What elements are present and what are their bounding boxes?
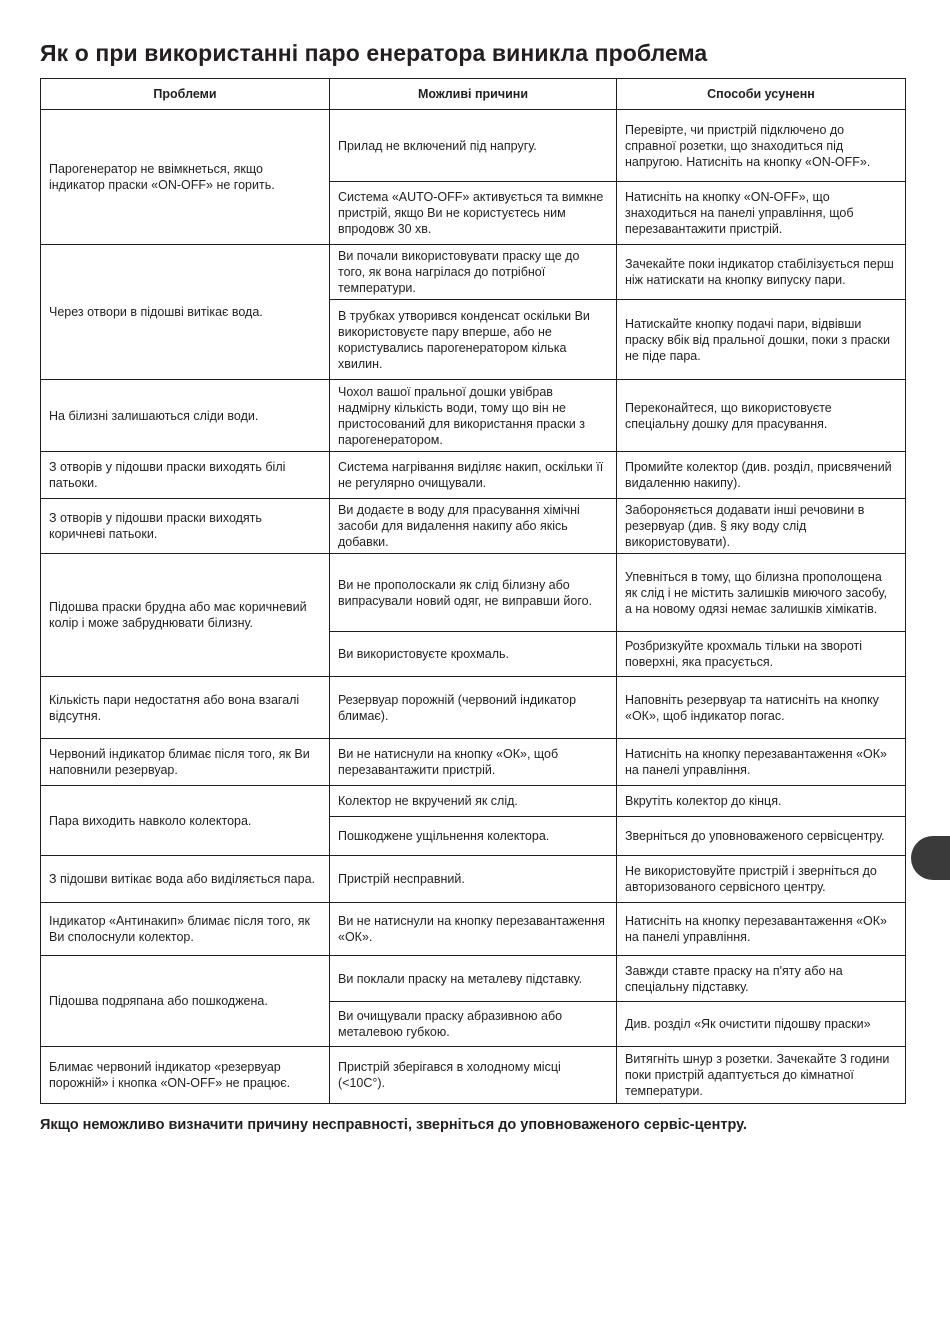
page-title: Як о при використанні паро енератора виникла проблема bbox=[40, 40, 708, 66]
table-row bbox=[41, 956, 906, 1002]
problem-cell: Блимає червоний індикатор «резервуар порожній» і кнопка «ON-OFF» не працює. bbox=[41, 1047, 330, 1104]
problem-cell: Підошва праски брудна або має коричневий колір і може забруднювати білизну. bbox=[41, 554, 330, 677]
cause-cell: Ви додаєте в воду для прасування хімічні засоби для видалення накипу або якісь добавки. bbox=[330, 499, 617, 554]
solution-cell: Витягніть шнур з розетки. Зачекайте 3 години поки пристрій адаптується до кімнатної температури. bbox=[617, 1047, 906, 1104]
table-row bbox=[41, 554, 906, 632]
solution-cell: Натисніть на кнопку перезавантаження «ОК» на панелі управління. bbox=[617, 903, 906, 956]
table-header-row bbox=[41, 79, 906, 110]
solution-cell: Перевірте, чи пристрій підключено до справної розетки, що знаходиться під напругою. Натисніть на кнопку «ON-OFF». bbox=[617, 110, 906, 182]
cause-cell: Резервуар порожній (червоний індикатор блимає). bbox=[330, 677, 617, 739]
table-row bbox=[41, 499, 906, 554]
header-solutions: Способи усуненн bbox=[617, 79, 906, 110]
cause-cell: Ви не натиснули на кнопку «ОК», щоб перезавантажити пристрій. bbox=[330, 739, 617, 786]
solution-cell: Натисніть на кнопку «ON-OFF», що знаходиться на панелі управління, щоб перезавантажити пристрій. bbox=[617, 182, 906, 245]
solution-cell: Розбризкуйте крохмаль тільки на звороті поверхні, яка прасується. bbox=[617, 632, 906, 677]
table-row bbox=[41, 739, 906, 786]
table-row bbox=[41, 110, 906, 182]
solution-cell: Промийте колектор (див. розділ, присвячений видаленню накипу). bbox=[617, 452, 906, 499]
solution-cell: Вкрутіть колектор до кінця. bbox=[617, 786, 906, 817]
table-row bbox=[41, 903, 906, 956]
solution-cell: Зверніться до уповноваженого сервісцентру. bbox=[617, 817, 906, 856]
troubleshooting-table bbox=[40, 78, 906, 1104]
solution-cell: Натисніть на кнопку перезавантаження «ОК» на панелі управління. bbox=[617, 739, 906, 786]
solution-cell: Переконайтеся, що використовуєте спеціальну дошку для прасування. bbox=[617, 380, 906, 452]
table-row bbox=[41, 677, 906, 739]
cause-cell: Пошкоджене ущільнення колектора. bbox=[330, 817, 617, 856]
problem-cell: Пара виходить навколо колектора. bbox=[41, 786, 330, 856]
solution-cell: Не використовуйте пристрій і зверніться до авторизованого сервісного центру. bbox=[617, 856, 906, 903]
table-row bbox=[41, 1047, 906, 1104]
solution-cell: Натискайте кнопку подачі пари, відвівши праску вбік від пральної дошки, поки з праски не піде пара. bbox=[617, 300, 906, 380]
cause-cell: Пристрій зберігався в холодному місці (<10С°). bbox=[330, 1047, 617, 1104]
table-row bbox=[41, 452, 906, 499]
problem-cell: Кількість пари недостатня або вона взагалі відсутня. bbox=[41, 677, 330, 739]
cause-cell: Колектор не вкручений як слід. bbox=[330, 786, 617, 817]
problem-cell: З підошви витікає вода або виділяється пара. bbox=[41, 856, 330, 903]
cause-cell: В трубках утворився конденсат оскільки Ви використовуєте пару вперше, або не користувались парогенератором кілька хвилин. bbox=[330, 300, 617, 380]
cause-cell: Пристрій несправний. bbox=[330, 856, 617, 903]
cause-cell: Чохол вашої пральної дошки увібрав надмірну кількість води, тому що він не пристосований для використання праски з парогенератором. bbox=[330, 380, 617, 452]
table-row bbox=[41, 380, 906, 452]
cause-cell: Ви очищували праску абразивною або металевою губкою. bbox=[330, 1002, 617, 1047]
cause-cell: Прилад не включений під напругу. bbox=[330, 110, 617, 182]
cause-cell: Ви поклали праску на металеву підставку. bbox=[330, 956, 617, 1002]
solution-cell: Зачекайте поки індикатор стабілізується перш ніж натискати на кнопку випуску пари. bbox=[617, 245, 906, 300]
header-problems: Проблеми bbox=[41, 79, 330, 110]
table-row bbox=[41, 856, 906, 903]
solution-cell: Див. розділ «Як очистити підошву праски» bbox=[617, 1002, 906, 1047]
problem-cell: Підошва подряпана або пошкоджена. bbox=[41, 956, 330, 1047]
table-row bbox=[41, 786, 906, 817]
problem-cell: З отворів у підошви праски виходять коричневі патьоки. bbox=[41, 499, 330, 554]
cause-cell: Ви не прополоскали як слід білизну або випрасували новий одяг, не виправши його. bbox=[330, 554, 617, 632]
solution-cell: Упевніться в тому, що білизна прополощена як слід і не містить залишків миючого засобу, а на новому одязі немає залишків хімікатів. bbox=[617, 554, 906, 632]
problem-cell: На білизні залишаються сліди води. bbox=[41, 380, 330, 452]
problem-cell: Індикатор «Антинакип» блимає після того, як Ви сполоснули колектор. bbox=[41, 903, 330, 956]
solution-cell: Завжди ставте праску на п'яту або на спеціальну підставку. bbox=[617, 956, 906, 1002]
cause-cell: Ви почали використовувати праску ще до того, як вона нагрілася до потрібної температури. bbox=[330, 245, 617, 300]
cause-cell: Ви не натиснули на кнопку перезавантаження «ОК». bbox=[330, 903, 617, 956]
problem-cell: З отворів у підошви праски виходять білі патьоки. bbox=[41, 452, 330, 499]
section-tab-marker bbox=[911, 836, 950, 880]
cause-cell: Система нагрівання виділяє накип, оскільки її не регулярно очищували. bbox=[330, 452, 617, 499]
cause-cell: Система «AUTO-OFF» активується та вимкне пристрій, якщо Ви не користуєтесь ним впродовж 30 хв. bbox=[330, 182, 617, 245]
header-causes: Можливі причини bbox=[330, 79, 617, 110]
solution-cell: Забороняється додавати інші речовини в резервуар (див. § яку воду слід використовувати). bbox=[617, 499, 906, 554]
solution-cell: Наповніть резервуар та натисніть на кнопку «ОК», щоб індикатор погас. bbox=[617, 677, 906, 739]
cause-cell: Ви використовуєте крохмаль. bbox=[330, 632, 617, 677]
service-note: Якщо неможливо визначити причину несправності, зверніться до уповноваженого сервіс-центру. bbox=[40, 1117, 747, 1133]
problem-cell: Червоний індикатор блимає після того, як Ви наповнили резервуар. bbox=[41, 739, 330, 786]
problem-cell: Парогенератор не ввімкнеться, якщо індикатор праски «ON-OFF» не горить. bbox=[41, 110, 330, 245]
problem-cell: Через отвори в підошві витікає вода. bbox=[41, 245, 330, 380]
table-row bbox=[41, 245, 906, 300]
